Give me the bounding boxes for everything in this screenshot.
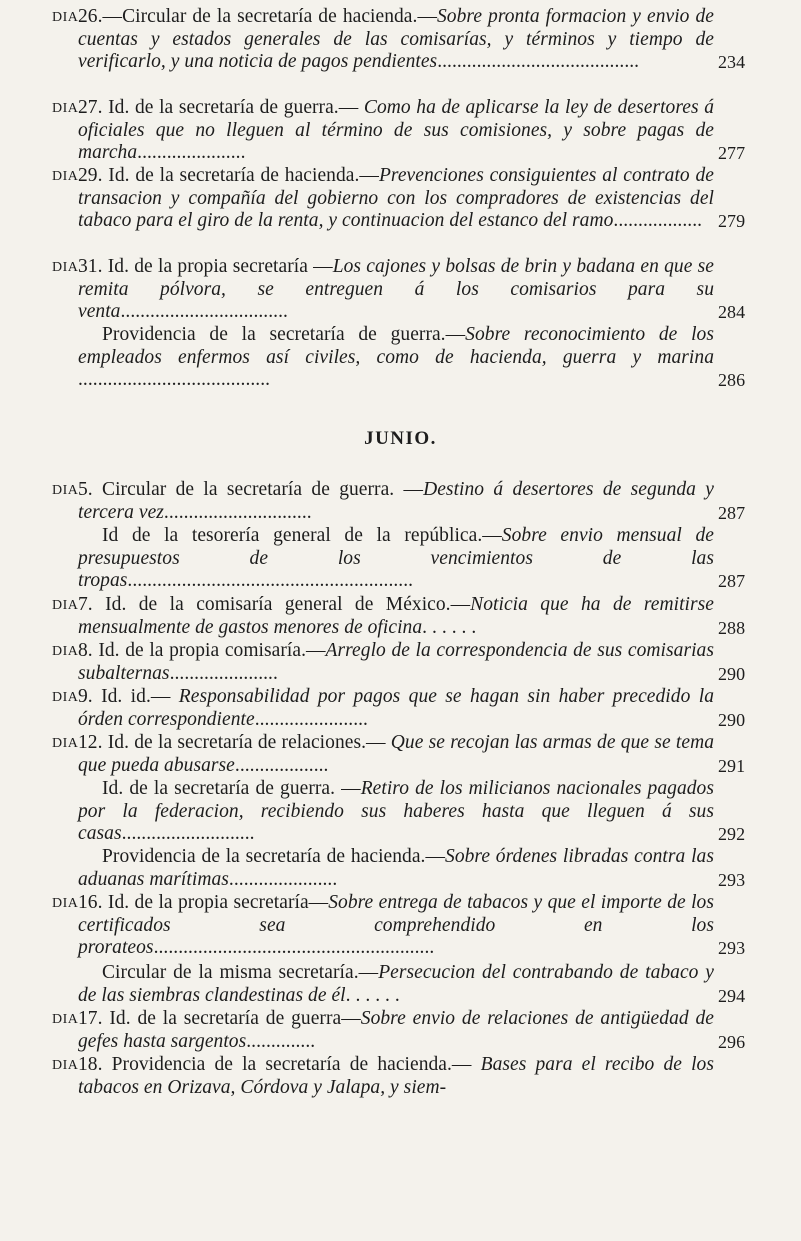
entry-page-number: 293 xyxy=(718,869,746,890)
entry-dots: .............. xyxy=(246,1030,316,1052)
index-entry xyxy=(52,892,746,960)
entry-lead: 9. Id. id.— xyxy=(78,686,179,707)
index-entry xyxy=(52,6,746,74)
entry-dots: .............................. xyxy=(163,501,312,523)
entry-title: Retiro de los milicianos nacionales pagados por la federacion, recibiendo sus haberes hasta que lleguen á sus casas xyxy=(78,778,714,845)
entry-page-number: 290 xyxy=(718,709,746,730)
entry-day-label: DIA xyxy=(52,1058,79,1073)
entry-dots: ......................................... xyxy=(437,51,640,73)
index-entry xyxy=(52,1054,714,1099)
entry-lead: 7. Id. de la comisaría general de México.— xyxy=(78,594,471,615)
entry-dots: . . . . . . xyxy=(345,984,400,1006)
entry-page-number: 234 xyxy=(718,52,746,73)
entry-title: Como ha de aplicarse la ley de desertores á oficiales que no lleguen al término de sus comisiones, y sobre pagas de marcha xyxy=(78,97,715,164)
index-entry xyxy=(78,525,746,593)
entry-dots: .................................. xyxy=(120,301,288,323)
entry-title: Sobre envio mensual de presupuestos de los vencimientos de las tropas xyxy=(78,525,714,592)
index-entry xyxy=(52,97,746,165)
entry-day-label: DIA xyxy=(52,896,79,911)
entry-lead: 31. Id. de la propia secretaría — xyxy=(78,256,333,277)
entry-title: Responsabilidad por pagos que se hagan sin haber precedido la órden correspondiente xyxy=(78,686,714,730)
entry-lead: 26.—Circular de la secretaría de hacienda.— xyxy=(78,6,437,27)
index-entry xyxy=(78,846,746,891)
entry-day-label: DIA xyxy=(52,690,79,705)
entry-page-number: 286 xyxy=(718,370,746,391)
entry-page-number: 291 xyxy=(718,755,746,776)
index-entry xyxy=(52,732,746,777)
entry-dots: ...................... xyxy=(137,142,246,164)
entry-lead: 5. Circular de la secretaría de guerra. — xyxy=(78,479,424,500)
index-entry xyxy=(52,165,746,233)
entry-lead: Id de la tesorería general de la república.— xyxy=(102,525,502,546)
entry-dots: ....................... xyxy=(254,708,368,730)
entry-dots: ...................... xyxy=(169,662,278,684)
entry-title: Sobre pronta formacion y envio de cuentas y estados generales de las comisarías, y términos y tiempo de verificarlo, y una noticia de pagos pendientes xyxy=(78,6,714,73)
entry-dots: . . . . . . xyxy=(422,616,477,638)
entry-dots: ........................... xyxy=(121,823,255,845)
entry-lead: 17. Id. de la secretaría de guerra— xyxy=(78,1008,361,1029)
index-entry xyxy=(52,1008,746,1053)
entry-lead: 8. Id. de la propia comisaría.— xyxy=(78,640,326,661)
entry-lead: 18. Providencia de la secretaría de hacienda.— xyxy=(78,1054,481,1075)
entry-title: Persecucion del contrabando de tabaco y de las siembras clandestinas de él xyxy=(78,962,715,1006)
index-entry xyxy=(78,324,746,392)
entry-title: Bases para el recibo de los tabacos en Orizava, Córdova y Jalapa, y siem- xyxy=(78,1054,714,1098)
entry-page-number: 293 xyxy=(718,938,746,959)
entry-day-label: DIA xyxy=(52,598,79,613)
index-entry xyxy=(52,256,746,324)
entry-page-number: 296 xyxy=(718,1031,746,1052)
entry-title: Los cajones y bolsas de brin y badana en que se remita pólvora, se entreguen á los comisarios para su venta xyxy=(78,256,714,323)
entry-dots: ....................................... xyxy=(78,369,271,391)
entry-title: Sobre órdenes libradas contra las aduanas marítimas xyxy=(78,846,714,890)
entry-title: Que se recojan las armas de que se tema que pueda abusarse xyxy=(78,732,714,776)
entry-day-label: DIA xyxy=(52,101,79,116)
entry-lead: Id. de la secretaría de guerra. — xyxy=(102,778,361,799)
entry-dots: .......................................................... xyxy=(127,570,414,592)
entry-day-label: DIA xyxy=(52,260,79,275)
entry-page-number: 294 xyxy=(718,985,746,1006)
entry-dots: ................... xyxy=(234,754,329,776)
entry-title: Destino á desertores de segunda y tercera vez xyxy=(78,479,714,523)
index-entry xyxy=(52,640,746,685)
entry-day-label: DIA xyxy=(52,10,79,25)
entry-lead: Circular de la misma secretaría.— xyxy=(102,962,379,983)
index-entry xyxy=(52,686,746,731)
entry-dots: .................. xyxy=(613,210,703,232)
entry-page-number: 284 xyxy=(718,302,746,323)
month-heading: JUNIO. xyxy=(364,428,437,449)
entry-lead: 12. Id. de la secretaría de relaciones.— xyxy=(78,732,391,753)
entry-lead: 27. Id. de la secretaría de guerra.— xyxy=(78,97,364,118)
entry-day-label: DIA xyxy=(52,736,79,751)
index-entry xyxy=(52,479,746,524)
entry-page-number: 287 xyxy=(718,571,746,592)
entry-lead: 16. Id. de la propia secretaría— xyxy=(78,892,329,913)
entry-title: Noticia que ha de remitirse mensualmente de gastos menores de oficina xyxy=(78,594,714,638)
entry-title: Sobre reconocimiento de los empleados enfermos así civiles, como de hacienda, guerra y marina xyxy=(78,324,714,368)
entry-day-label: DIA xyxy=(52,644,79,659)
entry-day-label: DIA xyxy=(52,1012,79,1027)
index-entry xyxy=(52,594,746,639)
entry-page-number: 279 xyxy=(718,211,746,232)
index-entry xyxy=(78,778,746,846)
entry-title: Sobre entrega de tabacos y que el importe de los certificados sea comprehendido en los prorateos xyxy=(78,892,714,959)
entry-dots: ......................................................... xyxy=(153,937,435,959)
entry-title: Prevenciones consiguientes al contrato de transacion y compañía del gobierno con los compradores de existencias del tabaco para el giro de la renta, y continuacion del estanco del ramo xyxy=(78,165,714,232)
entry-day-label: DIA xyxy=(52,169,79,184)
entry-dots: ...................... xyxy=(228,868,338,890)
entry-lead: 29. Id. de la secretaría de hacienda.— xyxy=(78,165,379,186)
entry-page-number: 277 xyxy=(718,143,746,164)
entry-title: Arreglo de la correspondencia de sus comisarias subalternas xyxy=(78,640,714,684)
entry-title: Sobre envio de relaciones de antigüedad de gefes hasta sargentos xyxy=(78,1008,714,1052)
entry-day-label: DIA xyxy=(52,483,79,498)
entry-page-number: 288 xyxy=(718,617,746,638)
entry-page-number: 287 xyxy=(718,502,746,523)
entry-lead: Providencia de la secretaría de guerra.— xyxy=(102,324,466,345)
entry-page-number: 292 xyxy=(718,824,746,845)
index-entry xyxy=(78,962,746,1007)
entry-lead: Providencia de la secretaría de hacienda.— xyxy=(102,846,446,867)
entry-page-number: 290 xyxy=(718,663,746,684)
